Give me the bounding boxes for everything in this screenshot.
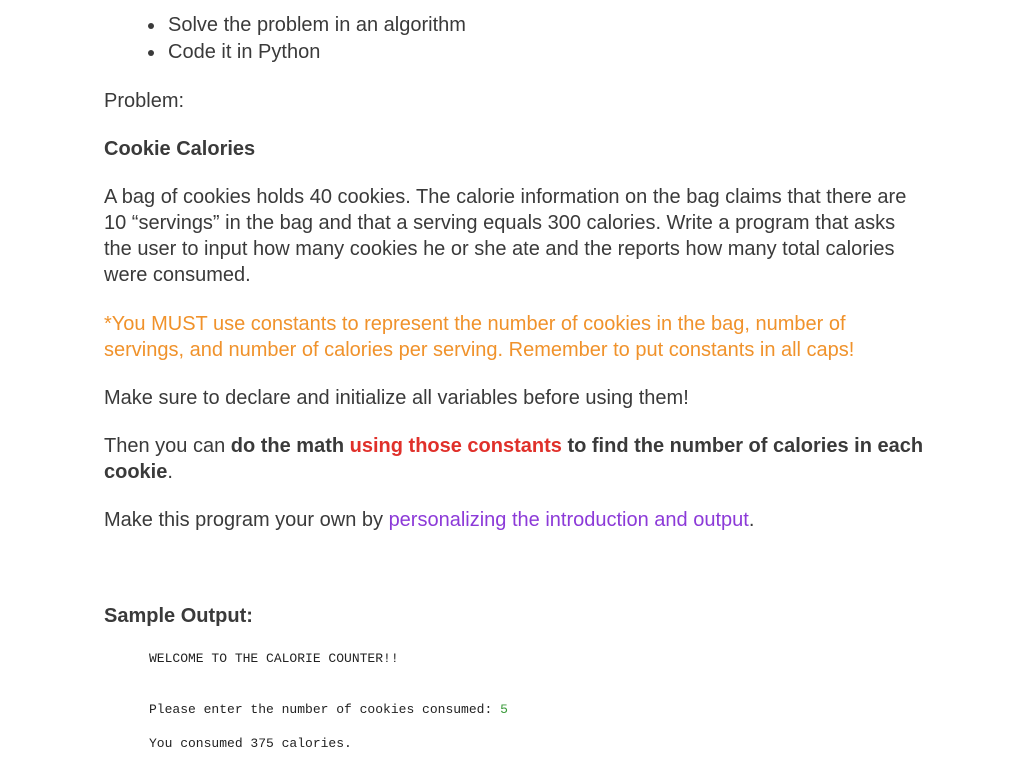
personalize-note (104, 507, 924, 533)
task-item (148, 12, 848, 39)
math-note-part3: using those constants (349, 435, 562, 457)
problem-description: A bag of cookies holds 40 cookies. The calorie information on the bag claims that there are 10 “servings” in the bag and that a serving equals 300 calories. Write a program that asks the user to input how many cookies he or she ate and the reports how many total calories were consumed. (104, 186, 907, 286)
sample-output-prompt-text: Please enter the number of cookies consumed: (149, 702, 501, 717)
task-list (148, 12, 848, 66)
sample-output-user-input: 5 (500, 702, 508, 717)
task-item (148, 39, 848, 66)
math-note-part2: do the math (230, 435, 350, 457)
task-item-text: Code it in Python (168, 41, 321, 63)
constants-note: *You MUST use constants to represent the number of cookies in the bag, number of servings, and number of calories per serving. Remember to put constants in all caps! (104, 313, 855, 361)
math-note-part5: . (167, 461, 173, 483)
personalize-note-part1: Make this program your own by (104, 509, 389, 531)
personalize-note-part3: . (748, 509, 755, 531)
math-note-part1: Then you can (104, 435, 231, 457)
sample-output-heading: Sample Output: (104, 605, 253, 627)
declare-note: Make sure to declare and initialize all variables before using them! (104, 387, 689, 409)
task-item-text: Solve the problem in an algorithm (168, 14, 466, 36)
sample-output-line-welcome: WELCOME TO THE CALORIE COUNTER!! (149, 651, 399, 666)
personalize-note-link: personalizing the introduction and output (388, 509, 749, 531)
bullet-icon (148, 50, 154, 56)
sample-output-line-prompt (149, 702, 508, 718)
problem-label: Problem: (104, 90, 185, 112)
bullet-icon (148, 23, 154, 29)
math-note (104, 433, 924, 485)
problem-title: Cookie Calories (104, 138, 256, 160)
math-note-part4: to find the number of calories in each cookie (104, 435, 924, 483)
sample-output-line-result: You consumed 375 calories. (149, 736, 352, 751)
